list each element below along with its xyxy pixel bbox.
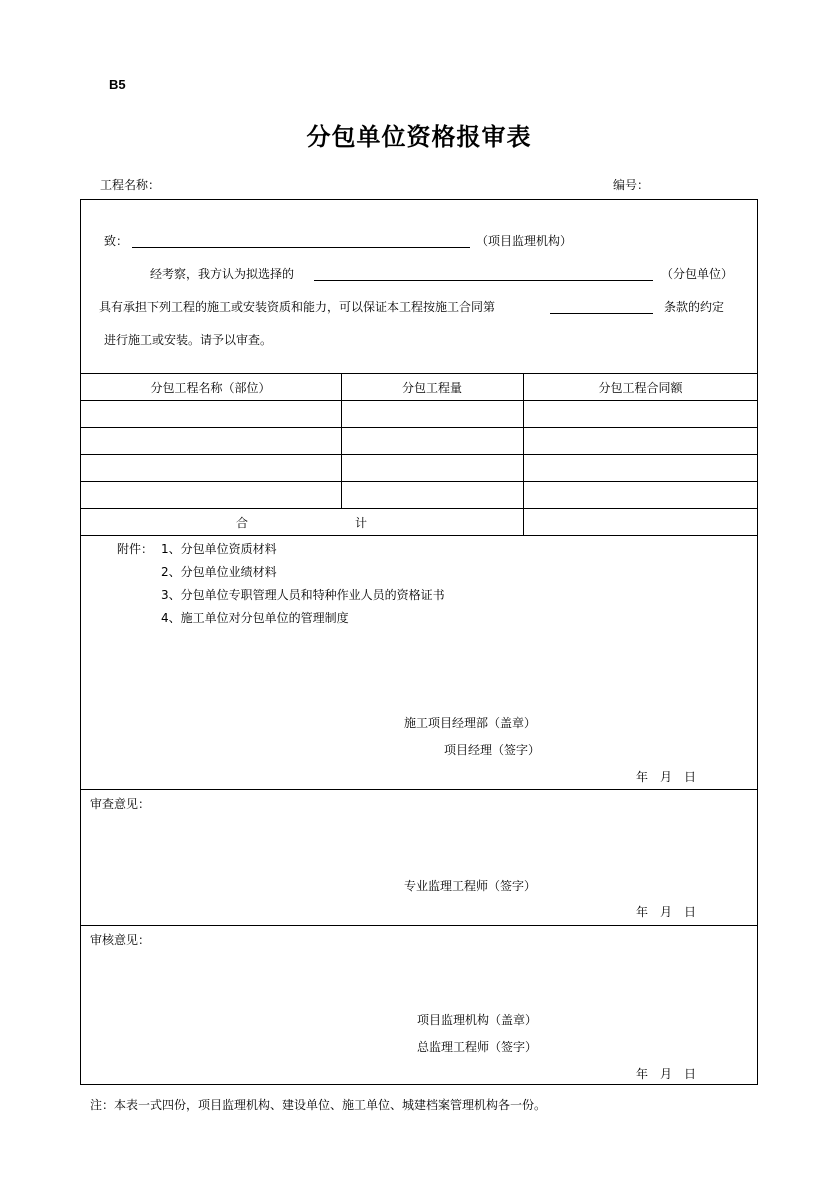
attachments-label: 附件： bbox=[117, 542, 154, 556]
table-line bbox=[80, 481, 758, 482]
date-label: 年 月 日 bbox=[636, 770, 697, 784]
project-manager-signature-label: 项目经理（签字） bbox=[444, 743, 541, 757]
attachment-item: 1、分包单位资质材料 bbox=[161, 542, 277, 556]
column-divider bbox=[523, 373, 524, 535]
section-divider bbox=[80, 925, 758, 926]
header-quantity: 分包工程量 bbox=[401, 381, 462, 395]
table-bottom-line bbox=[80, 535, 758, 536]
table-line bbox=[80, 427, 758, 428]
engineer-signature-label: 专业监理工程师（签字） bbox=[404, 879, 537, 893]
supervision-stamp-label: 项目监理机构（盖章） bbox=[417, 1013, 538, 1027]
table-top-line bbox=[80, 373, 758, 374]
project-name-label: 工程名称： bbox=[100, 178, 161, 192]
date-label: 年 月 日 bbox=[636, 1067, 697, 1081]
attachment-item: 4、施工单位对分包单位的管理制度 bbox=[161, 611, 349, 625]
review-label: 审查意见： bbox=[90, 797, 151, 811]
form-code: B5 bbox=[109, 77, 126, 92]
section-divider bbox=[80, 789, 758, 790]
chief-engineer-signature-label: 总监理工程师（签字） bbox=[417, 1040, 538, 1054]
clause-underline bbox=[550, 313, 653, 314]
audit-label: 审核意见： bbox=[90, 933, 151, 947]
letter-line2-prefix: 具有承担下列工程的施工或安装资质和能力，可以保证本工程按施工合同第 bbox=[99, 300, 496, 314]
contractor-stamp-label: 施工项目经理部（盖章） bbox=[404, 716, 537, 730]
letter-line1-suffix: （分包单位） bbox=[661, 267, 734, 281]
table-line bbox=[80, 508, 758, 509]
total-label-right: 计 bbox=[355, 516, 368, 530]
letter-line1-prefix: 经考察，我方认为拟选择的 bbox=[150, 267, 295, 281]
footnote: 注：本表一式四份，项目监理机构、建设单位、施工单位、城建档案管理机构各一份。 bbox=[90, 1098, 547, 1112]
total-label-left: 合 bbox=[236, 516, 249, 530]
table-line bbox=[80, 454, 758, 455]
attachment-item: 3、分包单位专职管理人员和特种作业人员的资格证书 bbox=[161, 588, 445, 602]
to-underline bbox=[132, 247, 470, 248]
header-contract-amount: 分包工程合同额 bbox=[598, 381, 683, 395]
form-title: 分包单位资格报审表 bbox=[306, 122, 532, 151]
number-label: 编号： bbox=[613, 178, 650, 192]
letter-line3: 进行施工或安装。请予以审查。 bbox=[104, 333, 273, 347]
attachment-item: 2、分包单位业绩材料 bbox=[161, 565, 277, 579]
subcontractor-underline bbox=[314, 280, 653, 281]
to-label: 致： bbox=[104, 234, 129, 248]
to-suffix: （项目监理机构） bbox=[476, 234, 573, 248]
table-line bbox=[80, 400, 758, 401]
header-subproject-name: 分包工程名称（部位） bbox=[150, 381, 271, 395]
letter-line2-suffix: 条款的约定 bbox=[664, 300, 725, 314]
date-label: 年 月 日 bbox=[636, 905, 697, 919]
